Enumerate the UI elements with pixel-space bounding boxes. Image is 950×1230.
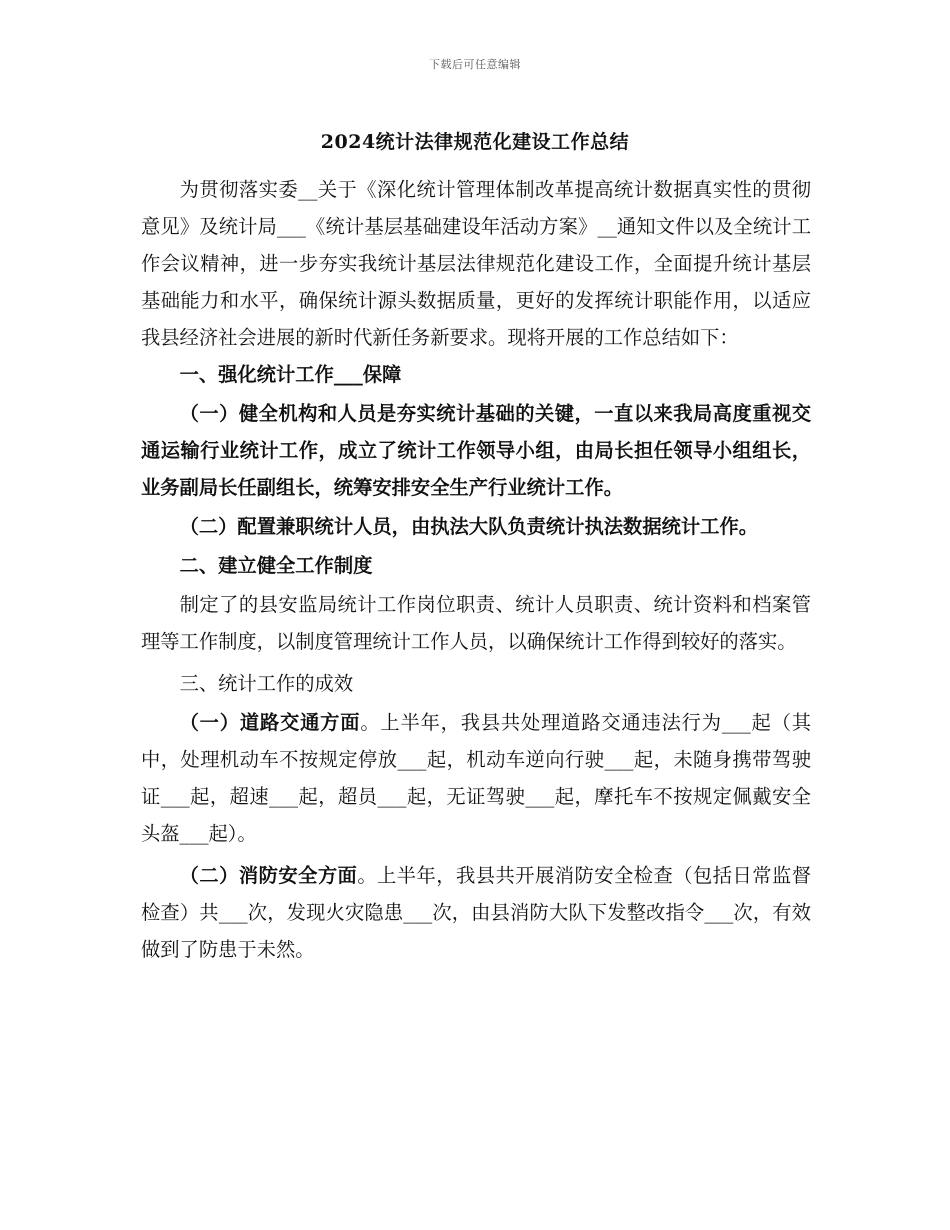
section-3-item-2-text: 。上半年，我县共开展消防安全检查（包括日常监督检查）共___次，发现火灾隐患___次，由县消防大队下发整改指令___次，有效做到了防患于未然。 xyxy=(141,864,812,961)
section-3-item-2 xyxy=(141,857,811,968)
section-3-item-1-lead: （一）道路交通方面 xyxy=(179,711,361,734)
section-3-item-1-text: 。上半年，我县共处理道路交通违法行为___起（其中，处理机动车不按规定停放___起，机动车逆向行驶___起，未随身携带驾驶证___起，超速___起，超员___起，无证驾驶___起，摩托车不按规定佩戴安全头盔___起）。 xyxy=(141,711,812,845)
section-3-item-1 xyxy=(141,704,811,852)
section-2-heading: 二、建立健全工作制度 xyxy=(179,554,373,577)
section-3-heading: 三、统计工作的成效 xyxy=(179,672,354,695)
section-1-heading: 一、强化统计工作___保障 xyxy=(179,363,402,386)
section-1-item-1: （一）健全机构和人员是夯实统计基础的关键，一直以来我局高度重视交通运输行业统计工作，成立了统计工作领导小组，由局长担任领导小组组长，业务副局长任副组长，统筹安排安全生产行业统计工作。 xyxy=(141,402,811,499)
section-2-paragraph: 制定了的县安监局统计工作岗位职责、统计人员职责、统计资料和档案管理等工作制度，以制度管理统计工作人员，以确保统计工作得到较好的落实。 xyxy=(141,593,811,653)
section-1-item-2: （二）配置兼职统计人员，由执法大队负责统计执法数据统计工作。 xyxy=(179,515,759,538)
intro-paragraph: 为贯彻落实委__关于《深化统计管理体制改革提高统计数据真实性的贯彻意见》及统计局___《统计基层基础建设年活动方案》__通知文件以及全统计工作会议精神，进一步夯实我统计基层法律规范化建设工作，全面提升统计基层基础能力和水平，确保统计源头数据质量，更好的发挥统计职能作用，以适应我县经济社会进展的新时代新任务新要求。现将开展的工作总结如下： xyxy=(141,178,811,349)
document-title: 2024统计法律规范化建设工作总结 xyxy=(320,131,630,153)
document-body xyxy=(141,171,811,968)
section-3-item-2-lead: （二）消防安全方面 xyxy=(179,864,358,887)
header-note: 下载后可任意编辑 xyxy=(429,58,521,71)
